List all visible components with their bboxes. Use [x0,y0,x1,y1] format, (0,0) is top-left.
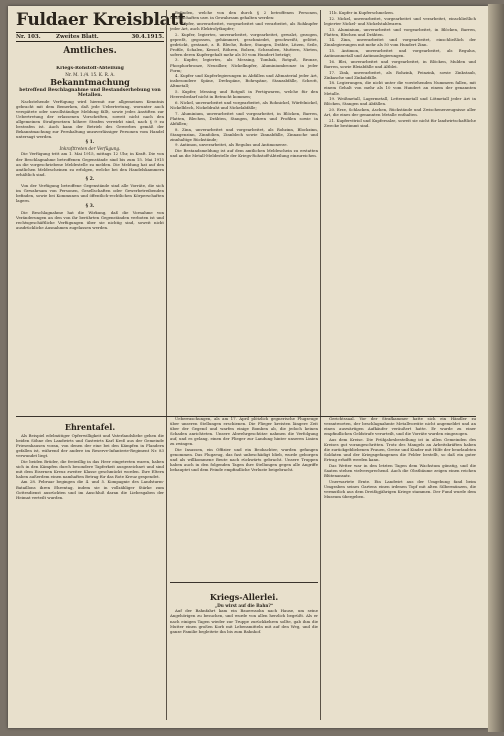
notice-subject: betreffend Beschlagnahme und Bestandserhebung von Metallen. [19,88,161,99]
list-item: 5. Kupfer, Messing und Rotguß in Fertigwaren, welche für den Heeresbedarf nicht in Betracht kommen; [170,89,318,100]
masthead-rule-lower [16,41,164,42]
miscellany-subtitle: „Du wirst auf die Bahn?“ [214,602,274,608]
edition-label: Zweites Blatt. [56,34,99,40]
notice-authority: Kriegs-Rohstoff-Abteilung [56,66,124,71]
paragraph: Die Bestandsmeldung ist auf dem amtlichen Meldeschein zu erstatten und an die Metall-Meldestelle der Kriegs-Rohstoff-Abteilung einzureichen. [170,148,318,159]
issue-date: 30.4.1915. [131,34,164,40]
masthead [16,10,186,66]
list-item: 6. Nickel, unverarbeitet und vorgearbeitet, als Rohnickel, Würfelnickel, Nickelblech, Nickeldraht und Nickelabfälle; [170,99,318,110]
section-number: § 3. [85,204,95,209]
paragraph: Die beiden Brüder, die freiwillig in das Heer eingetreten waren, haben sich in den Kämpfen durch besondere Tapferkeit ausgezeichnet und sind mit dem Eisernen Kreuz zweiter Klasse geschmückt worden. Ihre Eltern haben außerdem einen namhaften Betrag für das Rote Kreuz gespendet. [16,458,164,479]
paragraph: Aus dem Kreise. Die Frühjahrsbestellung ist in allen Gemeinden des Kreises gut vorangeschritten. Trotz des Mangels an Arbeitskräften haben die zurückgebliebenen Frauen, Greise und Kinder mit Hilfe der beurlaubten Soldaten und der Kriegsgefangenen die Felder bestellt, so daß ein guter Ertrag erhofft werden kann. [324,436,476,463]
list-item: 21. Kupfervitriol und Kupfersalze, soweit sie nicht für landwirtschaftliche Zwecke bestimmt sind. [324,117,476,128]
paragraph: Von der Verfügung betroffene Gegenstände sind alle Vorräte, die sich im Gewahrsam von Personen, Gesellschaften oder Gewerbetreibenden befinden, sowie bei Kommunen und öffentlich-rechtlichen Körperschaften lagern. [16,183,164,204]
paragraph: Ueberraschungen, als am 17. April plötzlich gegnerische Flugzeuge über unseren Stellungen erschienen. Die Flieger kreisten längere Zeit über der Gegend und warfen einige Bomben ab, die jedoch keinen Schaden anrichteten. Unsere Abwehrgeschütze nahmen die Verfolgung auf, und es gelang, einen der Flieger zur Landung hinter unseren Linien zu zwingen. [170,416,318,447]
column-honor-roll [16,422,164,720]
column-local-news [324,416,476,720]
paragraph: Am 28. Februar begingen die 4. und 5. Kompagnie des Landsturm-Bataillons ihren Ehrentag, indem sie in vollzähliger Stärke zum Gottesdienst ausrückten und im Anschluß daran die Liebesgaben der Heimat verteilt wurden. [16,479,164,500]
list-item: 4. Kupfer und Kupferlegierungen in Abfällen und Altmaterial jeder Art, insbesondere Späne, Drehspäne, Bohrspäne, Stanzabfälle, Schrott, Altmetall; [170,73,318,89]
column-divider [320,10,321,720]
column-war-miscellany [170,592,318,720]
newspaper-page [8,6,488,728]
paragraph: Die Insassen, ein Offizier und ein Beobachter, wurden gefangen genommen. Das Flugzeug, das fast unbeschädigt blieb, wurde geborgen und als willkommene Beute nach rückwärts gebracht. Unsere Truppen haben auch in den folgenden Tagen ihre Stellungen gegen alle Angriffe behauptet und dem Feinde empfindliche Verluste beigebracht. [170,446,318,473]
column-metal-list-continued [324,10,476,410]
notice-reference: Nr. M. 1./4. 15. K. R. A. [65,71,115,77]
list-item: 19. Weißmetall, Lagermetall, Letternmetall und Lötmetall jeder Art in Blöcken, Stangen und Abfällen. [324,96,476,107]
list-item: 16. Blei, unverarbeitet und vorgearbeitet, in Blöcken, Mulden und Barren, sowie Bleiabfälle und Altblei. [324,58,476,69]
list-item: 7. Aluminium, unverarbeitet und vorgearbeitet, in Blöcken, Barren, Platten, Blechen, Drähten, Stangen, Rohren und Profilen sowie in Abfällen; [170,110,318,126]
paragraph: Gerichtssaal. Vor der Strafkammer hatte sich ein Händler zu verantworten, der beschlagnahmte Metallvorräte nicht angemeldet und an einen auswärtigen Aufkäufer veräußert hatte. Er wurde zu einer empfindlichen Geldstrafe verurteilt, und die Vorräte wurden eingezogen. [324,416,476,437]
list-item: 2. Kupfer, legiertes, unverarbeitet, vorgearbeitet, gewalzt, gezogen, gepreßt, gegossen, gehämmert, geschmiedet, geschweißt, gelötet, gedrückt, gestanzt, z. B. Bleche, Rohre, Stangen, Drähte, Litzen, Seile, Profile, Schalen, Kessel, Röhren, Bolzen, Schrauben, Muttern, Nieten, sofern deren Kupfergehalt mehr als 50 vom Hundert beträgt; [170,31,318,57]
list-item: 8. Zinn, unverarbeitet und vorgearbeitet, als Rohzinn, Blockzinn, Stangenzinn, Zinnfolien, Zinnblech sowie Zinnabfälle, Zinnasche und zinnhaltige Rückstände; [170,126,318,142]
column-official-notice [16,66,164,416]
list-item: 13. Aluminium, unverarbeitet und vorgearbeitet, in Blöcken, Barren, Platten, Blechen und Drähten. [324,26,476,37]
list-item: 12. Nickel, unverarbeitet, vorgearbeitet und verarbeitet, einschließlich legierter Nickel- und Nickelstahlwaren. [324,15,476,26]
newspaper-title: Fuldaer Kreisblatt [16,10,186,30]
section-title: Inkrafttreten der Verfügung. [59,145,121,151]
section-heading: Amtliches. [63,46,117,56]
miscellany-title: Kriegs-Allerlei. [209,592,279,602]
paragraph: Die Beschlagnahme hat die Wirkung, daß die Vornahme von Veränderungen an den von ihr berührten Gegenständen verboten ist und rechtsgeschäftliche Verfügungen über sie nichtig sind, soweit nicht ausdrückliche Ausnahmen zugelassen werden. [16,209,164,230]
list-item: 15. Antimon, unverarbeitet und vorgearbeitet, als Regulus, Antimonmetall und Antimonlegierungen. [324,48,476,59]
column-metal-list [170,10,318,410]
paragraph: Nachstehende Verfügung wird hiermit zur allgemeinen Kenntnis gebracht mit dem Bemerken, daß jede Uebertretung, worunter auch verspätete oder unvollständige Meldung fällt, sowie jedes Anstiften zur Uebertretung der erlassenen Vorschriften, soweit nicht nach den allgemeinen Strafgesetzen höhere Strafen verwirkt sind, nach § 9 zu bestrafen ist. Auch kann der Betrieb des Gewerbes gemäß der Bekanntmachung zur Fernhaltung unzuverlässiger Personen vom Handel untersagt werden. [16,98,164,140]
issue-number: Nr. 103. [16,34,41,40]
honor-roll-title: Ehrentafel. [64,422,116,432]
list-item: 11b. Kupfer in Kupferschmelzen. [329,10,394,15]
column-war-report [170,416,318,578]
column-divider [166,10,167,720]
section-number: § 2. [85,177,95,183]
paragraph: Auf der Bahnfahrt kam ein Bauernsohn nach Hause, um seine Angehörigen zu besuchen, und wurde von allen herzlich begrüßt. Als er nach einigen Tagen wieder zur Truppe zurückkehren sollte, gab ihm die Mutter einen großen Korb mit Lebensmitteln mit auf den Weg, und die ganze Familie begleitete ihn bis zum Bahnhof. [170,608,318,634]
notice-title: Bekanntmachung [50,77,130,88]
list-item: 17. Zink, unverarbeitet, als Rohzink, Feinzink, sowie Zinkstaub, Zinkasche und Zinkabfälle. [324,69,476,80]
list-item: 3. Kupfer, legiertes, als Messing, Tombak, Rotguß, Bronze, Phosphorbronze, Neusilber, Nickelkupfer, Aluminiumbronze in jeder Form; [170,57,318,73]
list-item: 18. Legierungen, die nicht unter die vorstehenden Nummern fallen, mit einem Gehalt von mehr als 10 vom Hundert an einem der genannten Metalle. [324,80,476,96]
list-item: 14. Zinn, unverarbeitet und vorgearbeitet, einschließlich der Zinnlegierungen mit mehr als 50 vom Hundert Zinn. [324,37,476,48]
page-edge [488,4,504,732]
list-item: 20. Erze, Schlacken, Aschen, Rückstände und Zwischenerzeugnisse aller Art, die eines der genannten Metalle enthalten. [324,107,476,118]
paragraph: Als Beispiel edelmütiger Opferwilligkeit und Vaterlandsliebe gehen die beiden Söhne des Landwirts und Gastwirts Karl Kreß aus der Gemeinde Friesenhausen voran, von denen der eine bei den Kämpfen in Flandern gefallen ist, während der andere im Reserve-Infanterie-Regiment Nr. 83 verwundet liegt. [16,432,164,458]
paragraph: Die Verfügung tritt am 1. Mai 1915, mittags 12 Uhr, in Kraft. Die von der Beschlagnahme betroffenen Gegenstände sind bis zum 15. Mai 1915 an die vorgeschriebene Meldestelle zu melden. Die Meldung hat auf den amtlichen Meldescheinen zu erfolgen, welche bei den Handelskammern erhältlich sind. [16,151,164,177]
paragraph: Das Wetter war in den letzten Tagen dem Wachstum günstig, und die Saaten stehen vielversprechend. Auch die Obstbäume zeigen einen reichen Blütenansatz. [324,462,476,478]
paragraph: Unerwartete Ernte. Ein Landwirt aus der Umgebung fand beim Umgraben seines Gartens einen irdenen Topf mit alten Silbermünzen, die vermutlich aus dem Dreißigjährigen Kriege stammen. Der Fund wurde dem Museum übergeben. [324,478,476,499]
paragraph: Befinden, welche von den durch § 2 betroffenen Personen, Gesellschaften usw. in Gewahrsam gehalten werden: [170,10,318,21]
section-divider [170,582,318,583]
list-item: 1. Kupfer, unverarbeitet, vorgearbeitet und verarbeitet, als Rohkupfer jeder Art, auch Elektrolytkupfer; [170,20,318,31]
list-item: 9. Antimon, unverarbeitet, als Regulus und Antimonerze. [175,142,288,148]
section-number: § 1. [85,140,95,145]
masthead-rule [16,32,164,33]
